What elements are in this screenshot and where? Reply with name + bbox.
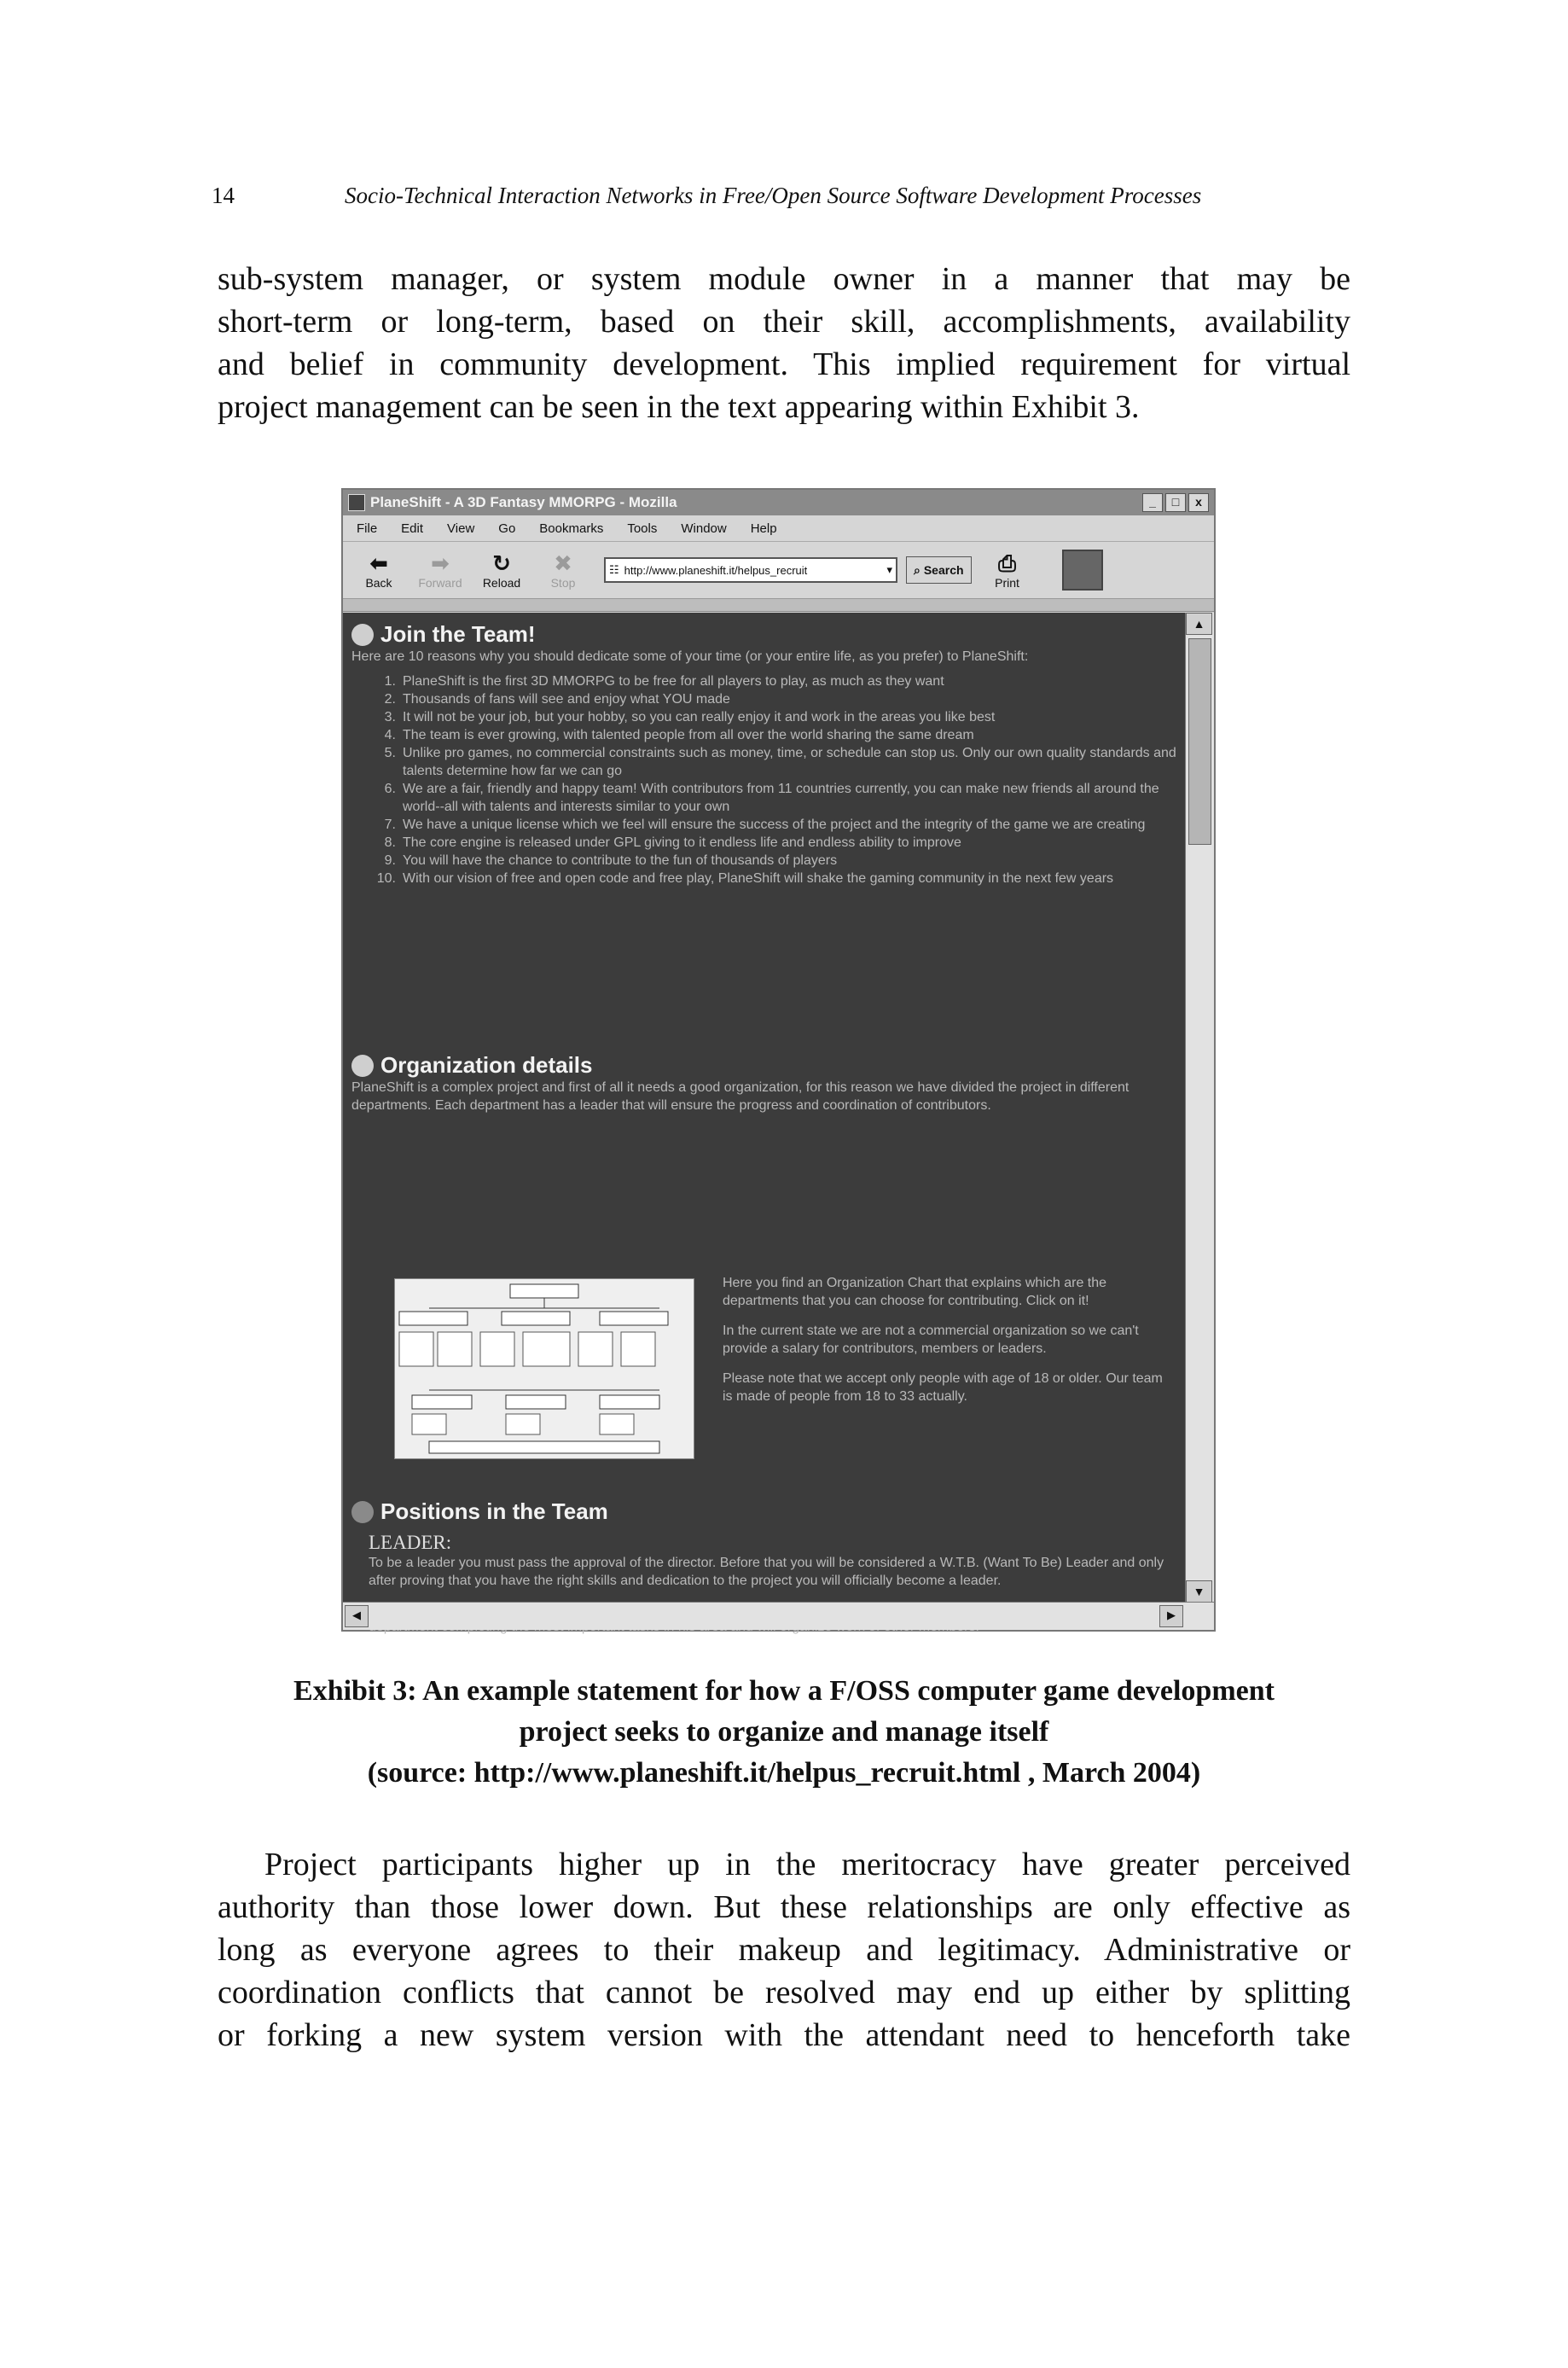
list-number: 4. <box>384 728 396 742</box>
scroll-right-arrow-icon[interactable]: ▶ <box>1159 1605 1183 1627</box>
chart-box <box>399 1312 467 1325</box>
list-number: 5. <box>384 746 396 760</box>
join-intro: Here are 10 reasons why you should dedicate some of your time (or your entire life, as you prefer) to PlaneShift: <box>351 649 1029 664</box>
print-label: Print <box>995 576 1019 590</box>
menu-window[interactable]: Window <box>681 521 727 536</box>
leader-label: LEADER: <box>369 1532 452 1553</box>
paragraph-line: or forking a new system version with the attendant need to henceforth take <box>218 2017 1350 2053</box>
forward-button[interactable] <box>413 550 467 590</box>
body-paragraph-1 <box>218 258 1350 428</box>
organization-heading-text: Organization details <box>380 1052 593 1078</box>
menu-bookmarks[interactable]: Bookmarks <box>539 521 604 536</box>
organization-side-text <box>723 1274 1166 1405</box>
list-text: The core engine is released under GPL giving to it endless life and endless ability to improve <box>403 835 961 850</box>
back-label: Back <box>365 576 392 590</box>
org-chart-note: Here you find an Organization Chart that explains which are the departments that you can choose for contributing. Click on it! <box>723 1276 1107 1308</box>
salary-note: In the current state we are not a commercial organization so we can't provide a salary for contributors, members or leaders. <box>723 1324 1139 1356</box>
scroll-down-arrow-icon[interactable]: ▼ <box>1186 1580 1212 1603</box>
body-paragraph-2 <box>218 1843 1350 2057</box>
list-number: 7. <box>384 817 396 832</box>
forward-label: Forward <box>418 576 462 590</box>
list-item <box>384 834 1179 852</box>
list-item <box>384 852 1179 870</box>
list-item <box>384 744 1179 780</box>
list-number: 6. <box>384 782 396 796</box>
stop-button[interactable] <box>536 550 590 590</box>
list-text: With our vision of free and open code and free play, PlaneShift will shake the gaming community in the next few years <box>403 871 1114 886</box>
list-text: We are a fair, friendly and happy team! With contributors from 11 countries currently, you can make new friends all around the world--all with talents and interests similar to your own <box>403 782 1159 814</box>
stop-label: Stop <box>550 576 576 590</box>
mozilla-throbber-logo <box>1062 550 1103 591</box>
back-button[interactable] <box>351 550 406 590</box>
chart-box <box>506 1414 540 1434</box>
chart-box <box>523 1332 570 1366</box>
menu-help[interactable]: Help <box>750 521 777 536</box>
reasons-list <box>351 672 1179 887</box>
organization-heading <box>351 1052 1179 1079</box>
list-number: 2. <box>384 692 396 707</box>
scroll-left-arrow-icon[interactable]: ◀ <box>345 1605 369 1627</box>
list-number: 3. <box>384 710 396 724</box>
reload-label: Reload <box>482 576 521 590</box>
join-heading-text: Join the Team! <box>380 621 536 647</box>
exhibit-caption <box>171 1671 1397 1794</box>
menu-go[interactable]: Go <box>498 521 516 536</box>
organization-intro: PlaneShift is a complex project and first of all it needs a good organization, for this reason we have divided the project in different departments. Each department has a leader that will ensure the progress and coordination of contributors. <box>351 1080 1130 1113</box>
paragraph-line: short-term or long-term, based on their skill, accomplishments, availability <box>218 304 1350 340</box>
list-number: 1. <box>384 674 396 689</box>
list-text: The team is ever growing, with talented people from all over the world sharing the same dream <box>403 728 974 742</box>
stop-icon: ✖ <box>554 550 572 576</box>
running-title: Socio-Technical Interaction Networks in Free/Open Source Software Development Processes <box>345 183 1202 208</box>
list-text: We have a unique license which we feel will ensure the success of the project and the integrity of the game we are creating <box>403 817 1146 832</box>
list-text: It will not be your job, but your hobby, so you can really enjoy it and work in the areas you like best <box>403 710 996 724</box>
maximize-button[interactable]: □ <box>1165 493 1186 512</box>
chart-box-director <box>510 1284 578 1298</box>
search-button[interactable] <box>906 556 972 584</box>
menu-view[interactable]: View <box>447 521 475 536</box>
exhibit-screenshot <box>341 488 1216 1632</box>
paragraph-line: authority than those lower down. But these relationships are only effective as <box>218 1889 1350 1925</box>
bullet-icon <box>351 624 374 646</box>
page-number: 14 <box>212 183 235 208</box>
paragraph-line: long as everyone agrees to their makeup and legitimacy. Administrative or <box>218 1932 1350 1968</box>
chart-box <box>621 1332 655 1366</box>
age-note-emphasis: Please note that we accept only people with age of 18 or older. <box>723 1371 1102 1386</box>
caption-line: project seeks to organize and manage itself <box>519 1716 1049 1748</box>
search-label: Search <box>923 563 964 577</box>
list-number: 10. <box>376 871 396 886</box>
url-dropdown-icon[interactable]: ▾ <box>886 563 892 576</box>
bullet-icon <box>351 1055 374 1077</box>
forward-arrow-icon: ➡ <box>431 550 450 576</box>
age-note <box>723 1370 1166 1405</box>
chart-box <box>480 1332 514 1366</box>
list-item <box>384 672 1179 690</box>
menu-tools[interactable]: Tools <box>627 521 658 536</box>
reload-button[interactable] <box>474 550 529 590</box>
search-icon: ⌕ <box>914 562 920 577</box>
navigation-toolbar <box>343 542 1214 599</box>
menu-edit[interactable]: Edit <box>401 521 424 536</box>
paragraph-line: coordination conflicts that cannot be resolved may end up either by splitting <box>218 1975 1350 2010</box>
list-item <box>384 780 1179 816</box>
positions-heading <box>351 1498 1179 1525</box>
caption-line: Exhibit 3: An example statement for how a F/OSS computer game development <box>293 1675 1275 1707</box>
chart-box <box>600 1395 659 1409</box>
paragraph-line: sub-system manager, or system module owner in a manner that may be <box>218 261 1350 297</box>
chart-box <box>502 1312 570 1325</box>
age-note-rest: Our team is made of people from 18 to 33 actually. <box>723 1371 1163 1404</box>
join-section <box>351 621 1179 887</box>
window-title: PlaneShift - A 3D Fantasy MMORPG - Mozilla <box>370 494 677 510</box>
mozilla-app-icon <box>348 494 365 511</box>
web-page-content <box>343 613 1188 1603</box>
list-text: PlaneShift is the first 3D MMORPG to be free for all players to play, as much as they want <box>403 674 944 689</box>
caption-line: (source: http://www.planeshift.it/helpus_recruit.html , March 2004) <box>367 1757 1201 1789</box>
reload-icon: ↻ <box>492 550 511 576</box>
list-text: Unlike pro games, no commercial constraints such as money, time, or schedule can stop us. Only our own quality standards and talents determine how far we can go <box>403 746 1176 778</box>
list-text: You will have the chance to contribute to the fun of thousands of players <box>403 853 838 868</box>
chart-box <box>429 1441 659 1453</box>
chart-box <box>412 1414 446 1434</box>
leader-paragraph-1: To be a leader you must pass the approval of the director. Before that you will be considered a W.T.B. (Want To Be) Leader and only after proving that you have the right skills and dedication to the project you will officially become a leader. <box>369 1556 1164 1588</box>
url-text: http://www.planeshift.it/helpus_recruit <box>624 563 808 577</box>
list-text: Thousands of fans will see and enjoy what YOU made <box>403 692 730 707</box>
list-item <box>376 870 1179 887</box>
horizontal-scrollbar[interactable] <box>343 1602 1214 1630</box>
list-number: 9. <box>384 853 396 868</box>
chart-box <box>578 1332 613 1366</box>
organization-chart-image[interactable] <box>394 1278 694 1459</box>
chart-box <box>600 1414 634 1434</box>
menu-file[interactable]: File <box>357 521 378 536</box>
chart-box <box>506 1395 566 1409</box>
list-number: 8. <box>384 835 396 850</box>
back-arrow-icon: ⬅ <box>369 550 388 576</box>
list-item <box>384 726 1179 744</box>
page-icon: ☷ <box>609 563 619 576</box>
paragraph-line: project management can be seen in the text appearing within Exhibit 3. <box>218 389 1140 425</box>
sidebar-grippy <box>343 599 1214 612</box>
bullet-icon <box>351 1501 374 1523</box>
list-item <box>384 708 1179 726</box>
paragraph-line: and belief in community development. This implied requirement for virtual <box>218 346 1350 382</box>
chart-box <box>438 1332 472 1366</box>
minimize-button[interactable]: _ <box>1142 493 1163 512</box>
list-item <box>384 816 1179 834</box>
browser-titlebar <box>343 490 1214 515</box>
scrollbar-thumb[interactable] <box>1188 638 1211 845</box>
url-field[interactable] <box>604 557 897 583</box>
join-heading <box>351 621 1179 648</box>
positions-heading-text: Positions in the Team <box>380 1498 608 1524</box>
list-item <box>384 690 1179 708</box>
printer-icon: ⎙ <box>998 550 1016 576</box>
scroll-up-arrow-icon[interactable]: ▲ <box>1186 613 1212 635</box>
chart-box <box>600 1312 668 1325</box>
organization-section <box>351 1052 1179 1114</box>
chart-box <box>399 1332 433 1366</box>
vertical-scrollbar[interactable] <box>1185 613 1214 1603</box>
print-button[interactable] <box>980 550 1035 590</box>
paragraph-line: Project participants higher up in the meritocracy have greater perceived <box>264 1847 1350 1882</box>
chart-box <box>412 1395 472 1409</box>
close-button[interactable]: x <box>1188 493 1209 512</box>
menu-bar <box>343 515 1214 542</box>
